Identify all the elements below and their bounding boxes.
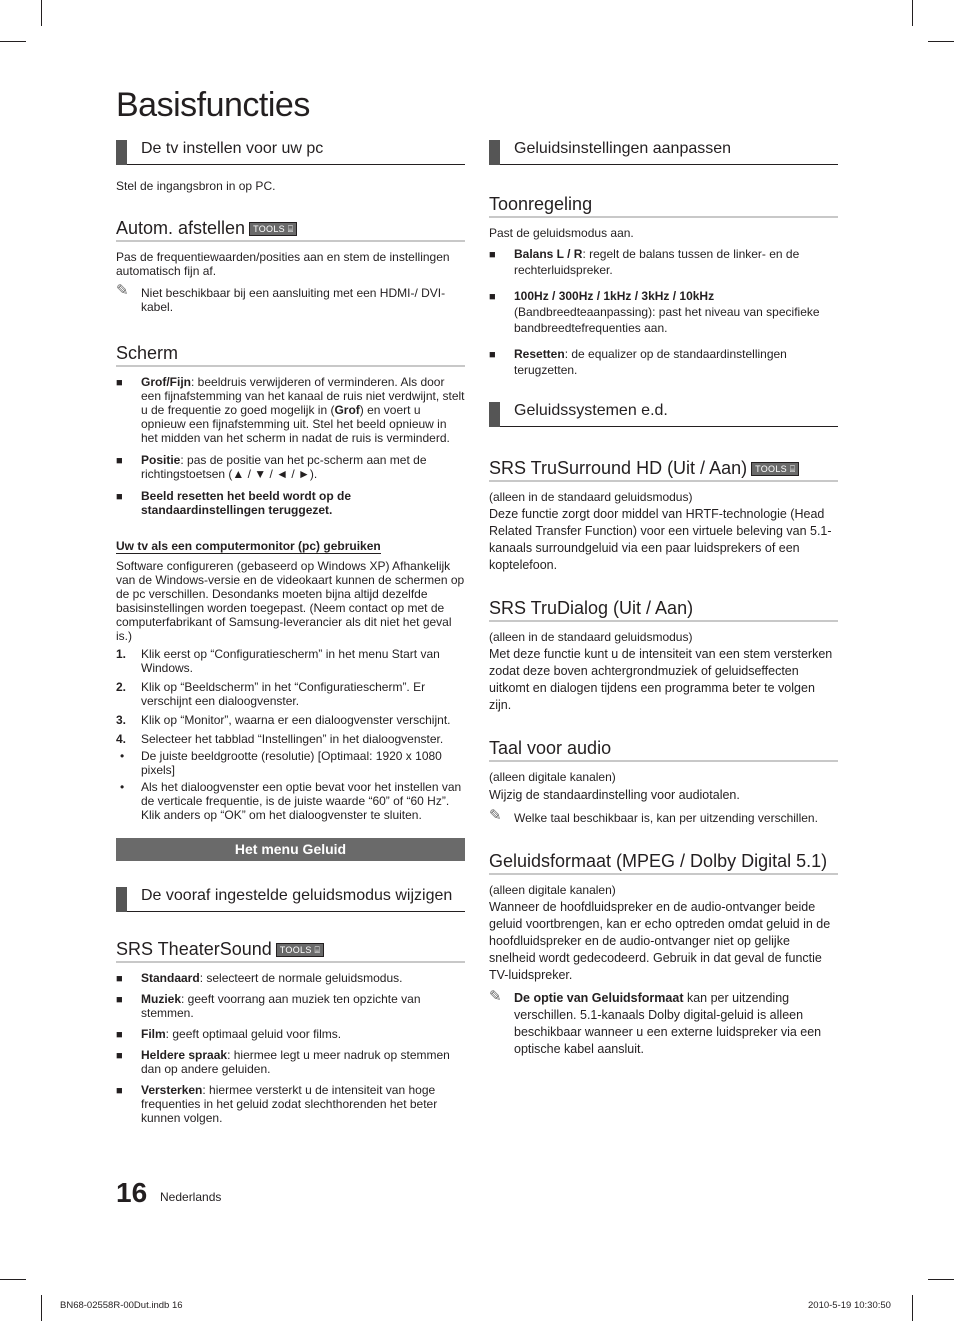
trusurround-heading (489, 457, 838, 482)
steps-list (116, 647, 465, 746)
monitor-heading: Uw tv als een computermonitor (pc) gebruiken (116, 539, 381, 553)
step-bullets (116, 749, 465, 822)
bullet-square-icon: ■ (489, 249, 496, 261)
section-heading-systems: Geluidssystemen e.d. (489, 400, 838, 427)
pencil-icon: ✎ (116, 282, 129, 299)
list-item: ■ Versterken: hiermee versterkt u de intensiteit van hoge frequenties in het geluid zodat slechthorenden het beter kunnen volgen. (116, 1083, 438, 1125)
tools-icon: TOOLS ⌸ (249, 222, 297, 236)
trudialog-text: Met deze functie kunt u de intensiteit van een stem versterken zodat deze boven achtergrondmuziek of geluidseffecten uitkomt en dialogen tijdens een programma beter te volgen zijn. (489, 647, 833, 712)
pencil-icon: ✎ (489, 988, 502, 1005)
menu-sound-bar: Het menu Geluid (116, 838, 465, 861)
crop-mark (928, 1279, 954, 1280)
bullet-square-icon: ■ (116, 1029, 123, 1041)
taal-heading: Taal voor audio (489, 737, 838, 762)
list-item: 2. Klik op “Beeldscherm” in het “Configuratiescherm”. Er verschijnt een dialoogvenster. (116, 680, 426, 708)
bullet-square-icon: ■ (116, 455, 123, 467)
trusurround-text: Deze functie zorgt door middel van HRTF-technologie (Head Related Transfer Function) voor een virtuele beleving van 5.1-kanaals surroundgeluid via een paar luidsprekers of een koptelefoon. (489, 507, 832, 572)
left-column (116, 138, 465, 1125)
tools-icon: TOOLS ⌸ (276, 943, 324, 957)
trusurround-note: (alleen in de standaard geluidsmodus) (489, 490, 693, 504)
slug-file: BN68-02558R-00Dut.indb 16 (60, 1300, 183, 1311)
srs-theatersound-heading (116, 938, 465, 963)
slug-date: 2010-5-19 10:30:50 (808, 1300, 891, 1311)
section-heading-pc: De tv instellen voor uw pc (116, 138, 465, 165)
pc-intro: Stel de ingangsbron in op PC. (116, 179, 276, 193)
bullet-square-icon: ■ (116, 994, 123, 1006)
list-item: ■ Grof/Fijn: beeldruis verwijderen of verminderen. Als door een fijnafstemming van het kanaal de ruis niet verdwijnt, stelt u de frequentie zo goed mogelijk in (Grof) en voert u opnieuw een fijnafstemming uit. Stel het beeld opnieuw in het midden van het scherm in nadat de ruis is verminderd. (116, 375, 465, 445)
list-item: ■ Standaard: selecteert de normale geluidsmodus. (116, 971, 403, 985)
list-item: ■ Beeld resetten het beeld wordt op de standaardinstellingen teruggezet. (116, 489, 352, 517)
list-item: ■ Muziek: geeft voorrang aan muziek ten opzichte van stemmen. (116, 992, 421, 1020)
theater-list (116, 971, 465, 1125)
crop-mark (0, 41, 26, 42)
crop-mark (41, 1295, 42, 1321)
list-item: ■ Film: geeft optimaal geluid voor films. (116, 1027, 342, 1041)
bullet-square-icon: ■ (116, 1085, 123, 1097)
format-pencil-note: ✎ De optie van Geluidsformaat kan per uitzending verschillen. 5.1-kanaals Dolby digital-geluid is alleen beschikbaar wanneer u een externe luidspreker via een optische kabel aansluit. (489, 988, 822, 1056)
auto-adjust-note (116, 282, 465, 314)
format-note: (alleen digitale kanalen) (489, 883, 616, 897)
list-item: 1. Klik eerst op “Configuratiescherm” in het menu Start van Windows. (116, 647, 440, 675)
bullet-square-icon: ■ (116, 973, 123, 985)
taal-note: (alleen digitale kanalen) (489, 770, 616, 784)
bullet-square-icon: ■ (116, 377, 123, 389)
trudialog-note: (alleen in de standaard geluidsmodus) (489, 630, 693, 644)
bullet-square-icon: ■ (116, 491, 123, 503)
section-heading-preset: De vooraf ingestelde geluidsmodus wijzigen (116, 885, 465, 912)
crop-mark (928, 41, 954, 42)
format-heading: Geluidsformaat (MPEG / Dolby Digital 5.1) (489, 850, 838, 875)
page-number: 16 (116, 1177, 148, 1208)
list-item: ■ Resetten: de equalizer op de standaardinstellingen terugzetten. (489, 347, 787, 377)
crop-mark (0, 1279, 26, 1280)
footer-language: Nederlands (160, 1190, 222, 1204)
scherm-list (116, 375, 465, 517)
taal-pencil-note: ✎ Welke taal beschikbaar is, kan per uitzending verschillen. (489, 807, 818, 825)
format-text: Wanneer de hoofdluidspreker en de audio-ontvanger beide geluid voortbrengen, kan er echo optreden omdat geluid in de hoofdluidspreker en de audio-ontvanger niet op gelijke snelheid wordt gedecodeerd. Gebruik in dat geval de functie TV-luidspreker. (489, 900, 831, 982)
crop-mark (912, 0, 913, 26)
bullet-square-icon: ■ (116, 1050, 123, 1062)
pencil-icon: ✎ (489, 807, 502, 824)
taal-text: Wijzig de standaardinstelling voor audiotalen. (489, 788, 740, 802)
toon-intro: Past de geluidsmodus aan. (489, 226, 634, 240)
right-column (489, 138, 838, 1058)
list-item: ■ Balans L / R: regelt de balans tussen de linker- en de rechterluidspreker. (489, 247, 800, 277)
tools-icon: TOOLS ⌸ (751, 462, 799, 476)
list-item: ■ 100Hz / 300Hz / 1kHz / 3kHz / 10kHz (Bandbreedteaanpassing): past het niveau van specifieke bandbreedtefrequenties aan. (489, 289, 820, 335)
srs-theatersound-title: SRS TheaterSound (116, 939, 272, 959)
bullet-square-icon: ■ (489, 349, 496, 361)
list-item: 4. Selecteer het tabblad “Instellingen” in het dialoogvenster. (116, 732, 444, 746)
section-heading-sound: Geluidsinstellingen aanpassen (489, 138, 838, 165)
auto-adjust-note-text: Niet beschikbaar bij een aansluiting met een HDMI-/ DVI-kabel. (141, 286, 446, 314)
list-item: • Als het dialoogvenster een optie bevat voor het instellen van de verticale frequentie, is de juiste waarde “60” of “60 Hz”. Klik anders op “OK” om het dialoogvenster te sluiten. (120, 780, 462, 822)
trusurround-title: SRS TruSurround HD (Uit / Aan) (489, 458, 748, 478)
toon-heading: Toonregeling (489, 193, 838, 218)
page-title: Basisfuncties (116, 86, 310, 124)
trudialog-heading: SRS TruDialog (Uit / Aan) (489, 597, 838, 622)
list-item: • De juiste beeldgrootte (resolutie) [Optimaal: 1920 x 1080 pixels] (120, 749, 442, 777)
auto-adjust-text: Pas de frequentiewaarden/posities aan en stem de instellingen automatisch fijn af. (116, 250, 450, 278)
list-item: 3. Klik op “Monitor”, waarna er een dialoogvenster verschijnt. (116, 713, 451, 727)
toon-list (489, 246, 838, 378)
list-item: ■ Positie: pas de positie van het pc-scherm aan met de richtingstoetsen (▲ / ▼ / ◄ / ►). (116, 453, 427, 481)
monitor-intro: Software configureren (gebaseerd op Windows XP) Afhankelijk van de Windows-versie en de videokaart kunnen de schermen op de pc verschillen. Desondanks moeten bijna altijd dezelfde basisinstellingen worden toegepast. (Neem contact op met de computerfabrikant of Samsung-leverancier als dit niet het geval is.) (116, 559, 465, 643)
auto-adjust-heading (116, 217, 465, 242)
bullet-square-icon: ■ (489, 291, 496, 303)
scherm-heading: Scherm (116, 342, 465, 367)
crop-mark (912, 1295, 913, 1321)
list-item: ■ Heldere spraak: hiermee legt u meer nadruk op stemmen dan op andere geluiden. (116, 1048, 450, 1076)
auto-adjust-title: Autom. afstellen (116, 218, 246, 238)
crop-mark (41, 0, 42, 26)
